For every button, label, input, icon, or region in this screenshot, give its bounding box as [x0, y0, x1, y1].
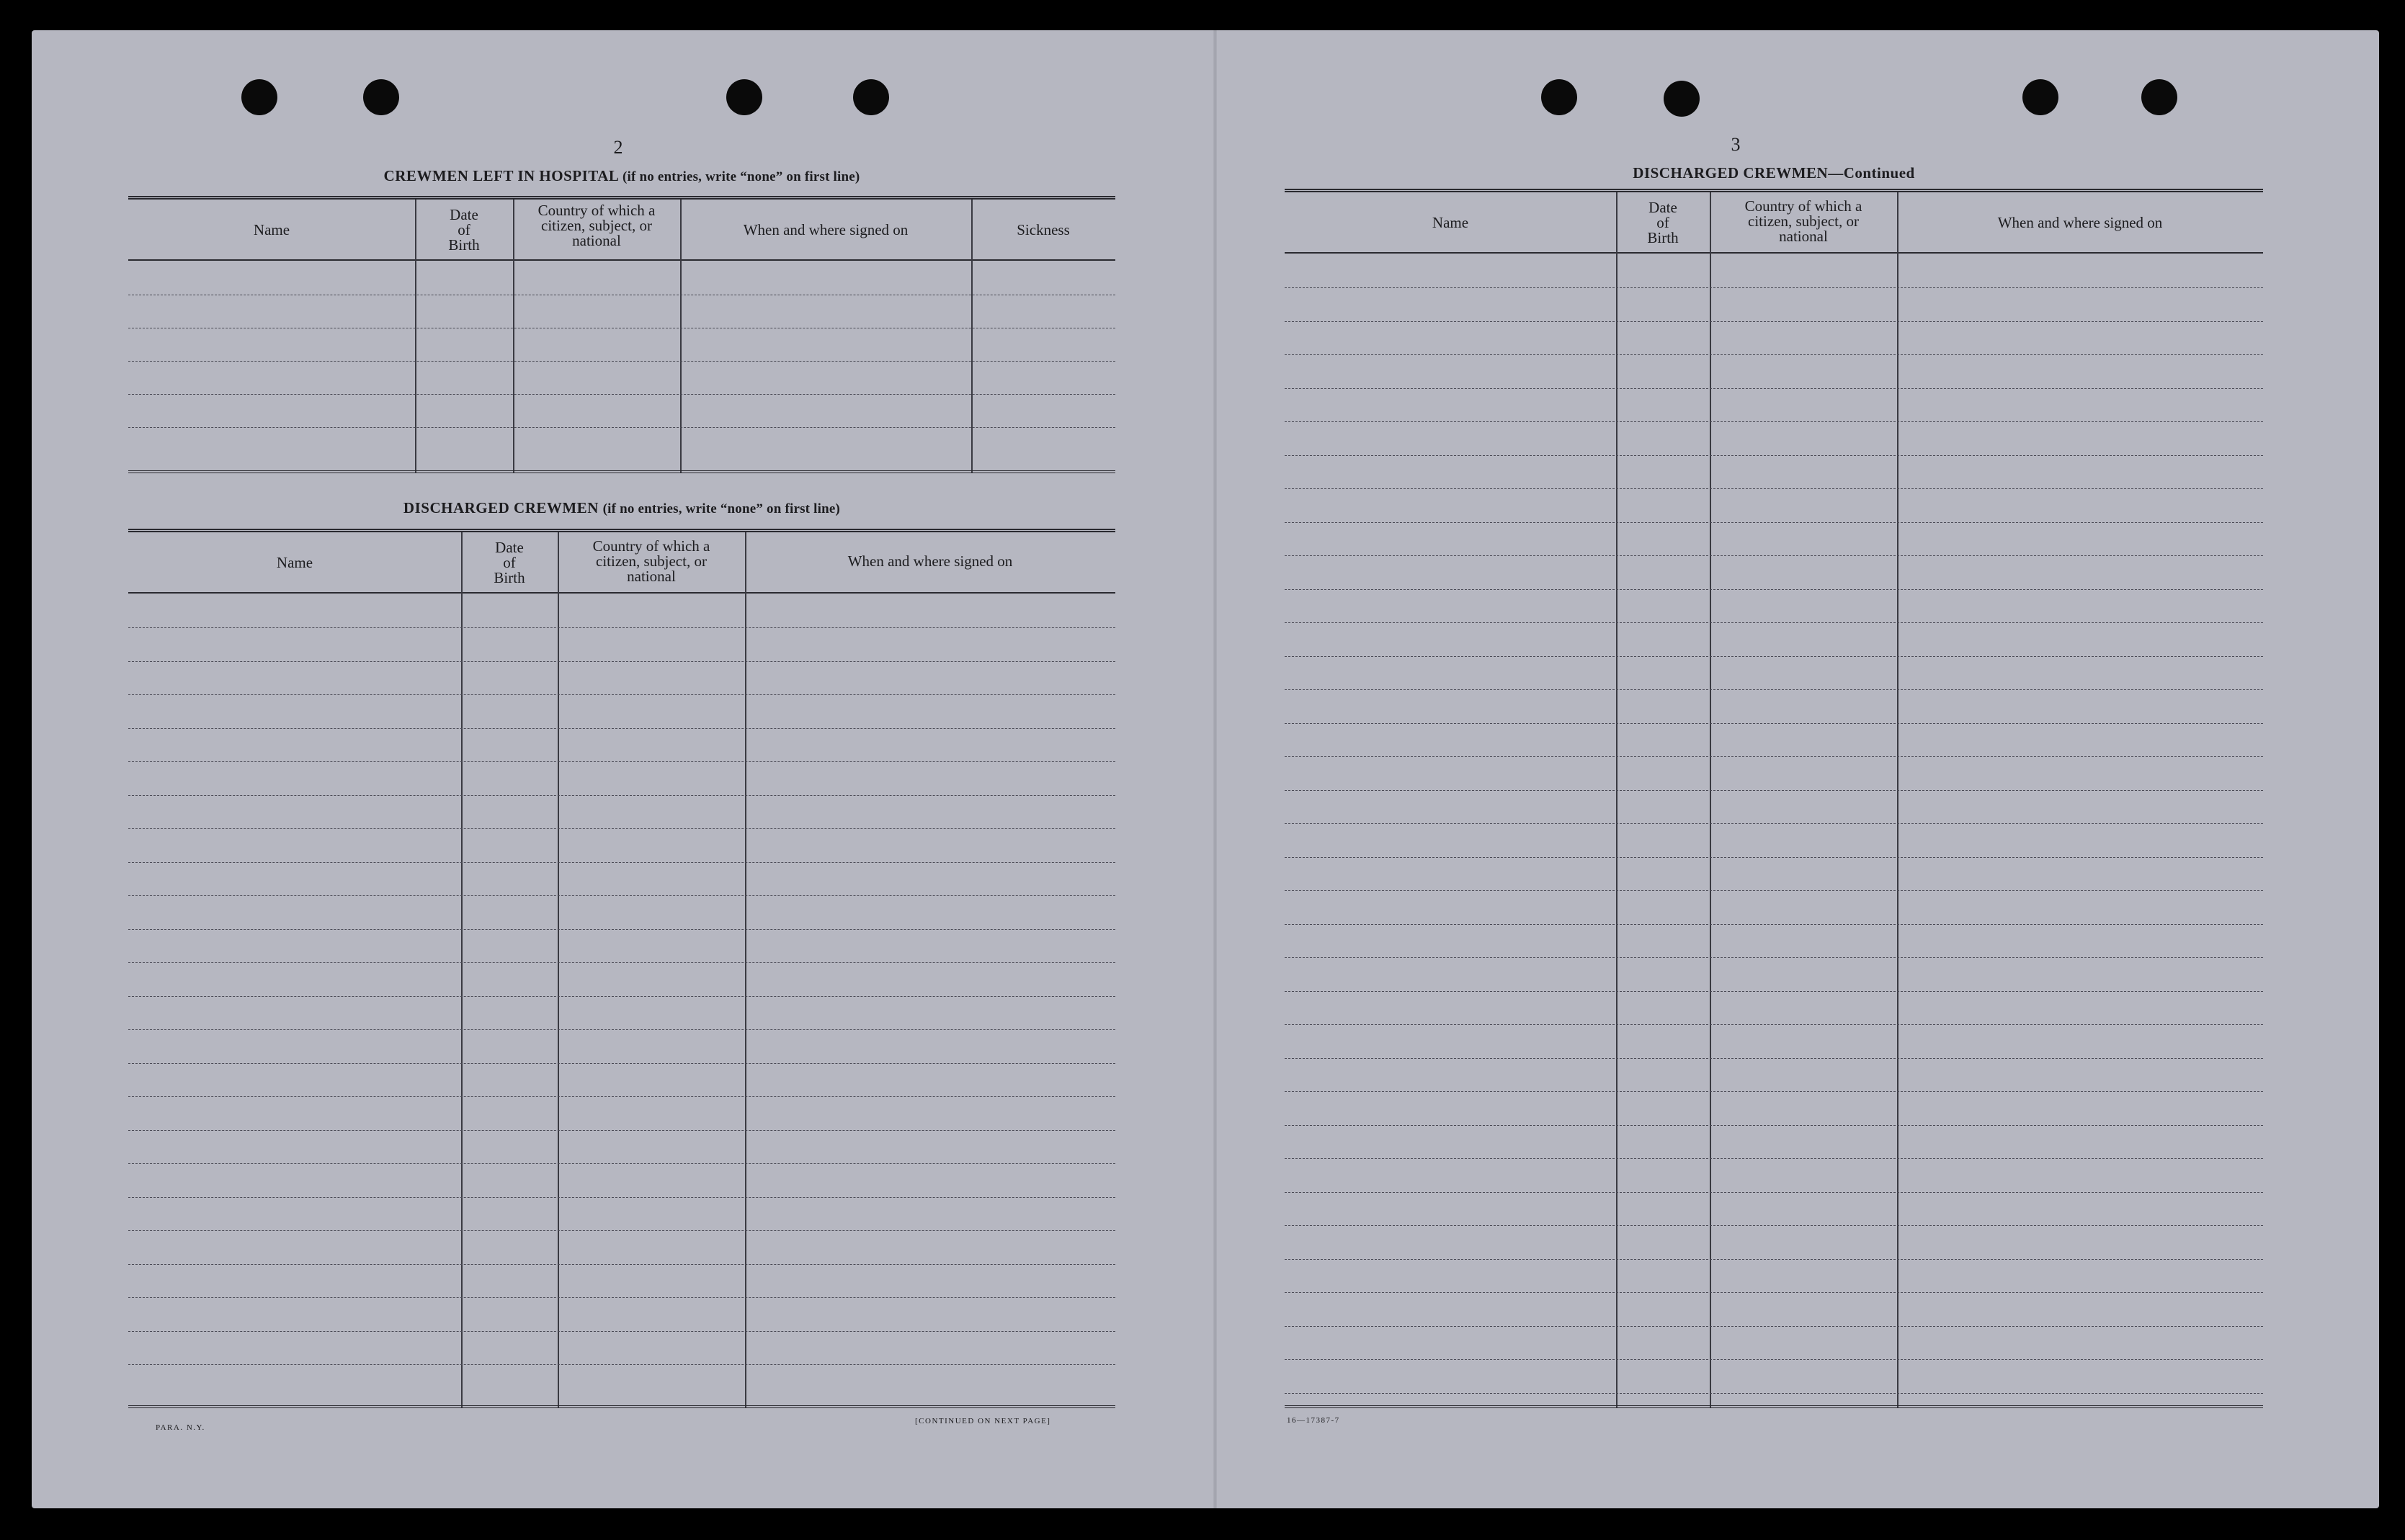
discharged-section-title	[128, 499, 1115, 517]
entry-line	[1285, 455, 2263, 456]
discharged-continued-table	[1285, 189, 2263, 1407]
entry-line	[1285, 522, 2263, 523]
entry-line	[1285, 790, 2263, 791]
column-header-name: Name	[276, 554, 313, 571]
entry-line	[1285, 589, 2263, 590]
column-header-country: Country of which a citizen, subject, or national	[537, 201, 656, 249]
entry-line	[1285, 756, 2263, 757]
left-page	[32, 30, 1199, 1508]
printer-mark: PARA. N.Y.	[156, 1423, 205, 1432]
entry-line	[1285, 1292, 2263, 1293]
continued-entry-lines	[1285, 192, 2263, 1407]
continued-note: [CONTINUED ON NEXT PAGE]	[915, 1417, 1051, 1425]
entry-line	[1285, 689, 2263, 690]
entry-line	[1285, 957, 2263, 958]
discharged-instruction: (if no entries, write “none” on first line)	[602, 501, 841, 516]
entry-line	[1285, 354, 2263, 355]
entry-line	[128, 962, 1115, 963]
entry-line	[1285, 823, 2263, 824]
column-header-signed-on: When and where signed on	[743, 221, 909, 238]
entry-line	[1285, 1259, 2263, 1260]
entry-line	[1285, 1326, 2263, 1327]
entry-line	[128, 627, 1115, 628]
right-page	[1228, 30, 2379, 1508]
column-header-name: Name	[253, 221, 290, 238]
entry-line	[128, 862, 1115, 863]
entry-line	[128, 1264, 1115, 1265]
entry-line	[1285, 1024, 2263, 1025]
column-header-date-of-birth: Date of Birth	[1647, 199, 1679, 246]
entry-line	[128, 394, 1115, 395]
table-bottom-rule	[128, 1405, 1115, 1408]
entry-line	[128, 895, 1115, 896]
discharged-table	[128, 529, 1115, 1407]
entry-line	[128, 1163, 1115, 1164]
hospital-title: CREWMEN LEFT IN HOSPITAL	[383, 167, 619, 184]
entry-line	[128, 761, 1115, 762]
page-fold	[1213, 30, 1217, 1508]
column-header-date-of-birth: Date of Birth	[448, 206, 480, 254]
form-number: 16—17387-7	[1287, 1416, 1340, 1425]
scanned-form-sheet	[32, 30, 2379, 1508]
table-bottom-rule	[1285, 1405, 2263, 1408]
column-header-date-of-birth: Date of Birth	[494, 539, 525, 586]
entry-line	[1285, 1192, 2263, 1193]
entry-line	[1285, 924, 2263, 925]
entry-line	[1285, 622, 2263, 623]
entry-line	[1285, 1225, 2263, 1226]
entry-line	[128, 795, 1115, 796]
entry-line	[128, 728, 1115, 729]
column-divider	[415, 200, 416, 473]
entry-line	[1285, 1393, 2263, 1394]
entry-line	[128, 1230, 1115, 1231]
entry-line	[1285, 857, 2263, 858]
page-number: 2	[613, 137, 623, 158]
continued-section-title: DISCHARGED CREWMEN—Continued	[1633, 164, 1915, 182]
entry-line	[1285, 1091, 2263, 1092]
entry-line	[128, 929, 1115, 930]
entry-line	[128, 1364, 1115, 1365]
entry-line	[128, 1297, 1115, 1298]
entry-line	[128, 1063, 1115, 1064]
entry-line	[128, 661, 1115, 662]
entry-line	[128, 828, 1115, 829]
discharged-entry-lines	[128, 532, 1115, 1407]
page-number: 3	[1731, 134, 1741, 155]
table-bottom-rule	[128, 470, 1115, 473]
entry-line	[128, 694, 1115, 695]
discharged-title: DISCHARGED CREWMEN	[403, 499, 599, 516]
entry-line	[1285, 1125, 2263, 1126]
entry-line	[128, 1331, 1115, 1332]
entry-line	[128, 996, 1115, 997]
entry-line	[128, 1130, 1115, 1131]
column-divider	[971, 200, 973, 473]
column-divider	[513, 200, 514, 473]
entry-line	[1285, 287, 2263, 288]
entry-line	[1285, 488, 2263, 489]
entry-line	[1285, 1359, 2263, 1360]
column-header-signed-on: When and where signed on	[847, 552, 1013, 570]
column-divider	[680, 200, 682, 473]
entry-line	[128, 361, 1115, 362]
entry-line	[1285, 321, 2263, 322]
entry-line	[1285, 388, 2263, 389]
entry-line	[1285, 991, 2263, 992]
entry-line	[128, 1197, 1115, 1198]
entry-line	[128, 1096, 1115, 1097]
hospital-instruction: (if no entries, write “none” on first line)	[623, 169, 860, 184]
column-header-country: Country of which a citizen, subject, or national	[592, 537, 710, 585]
hospital-section-title	[128, 167, 1115, 185]
entry-line	[1285, 555, 2263, 556]
column-header-country: Country of which a citizen, subject, or national	[1744, 197, 1862, 245]
entry-line	[1285, 656, 2263, 657]
entry-line	[128, 427, 1115, 428]
entry-line	[1285, 1058, 2263, 1059]
entry-line	[128, 1029, 1115, 1030]
entry-line	[1285, 723, 2263, 724]
column-header-sickness: Sickness	[1017, 221, 1070, 238]
entry-line	[1285, 421, 2263, 422]
column-header-name: Name	[1432, 214, 1469, 231]
column-header-signed-on: When and where signed on	[1997, 214, 2163, 231]
entry-line	[1285, 1158, 2263, 1159]
hospital-table	[128, 196, 1115, 473]
entry-line	[1285, 890, 2263, 891]
